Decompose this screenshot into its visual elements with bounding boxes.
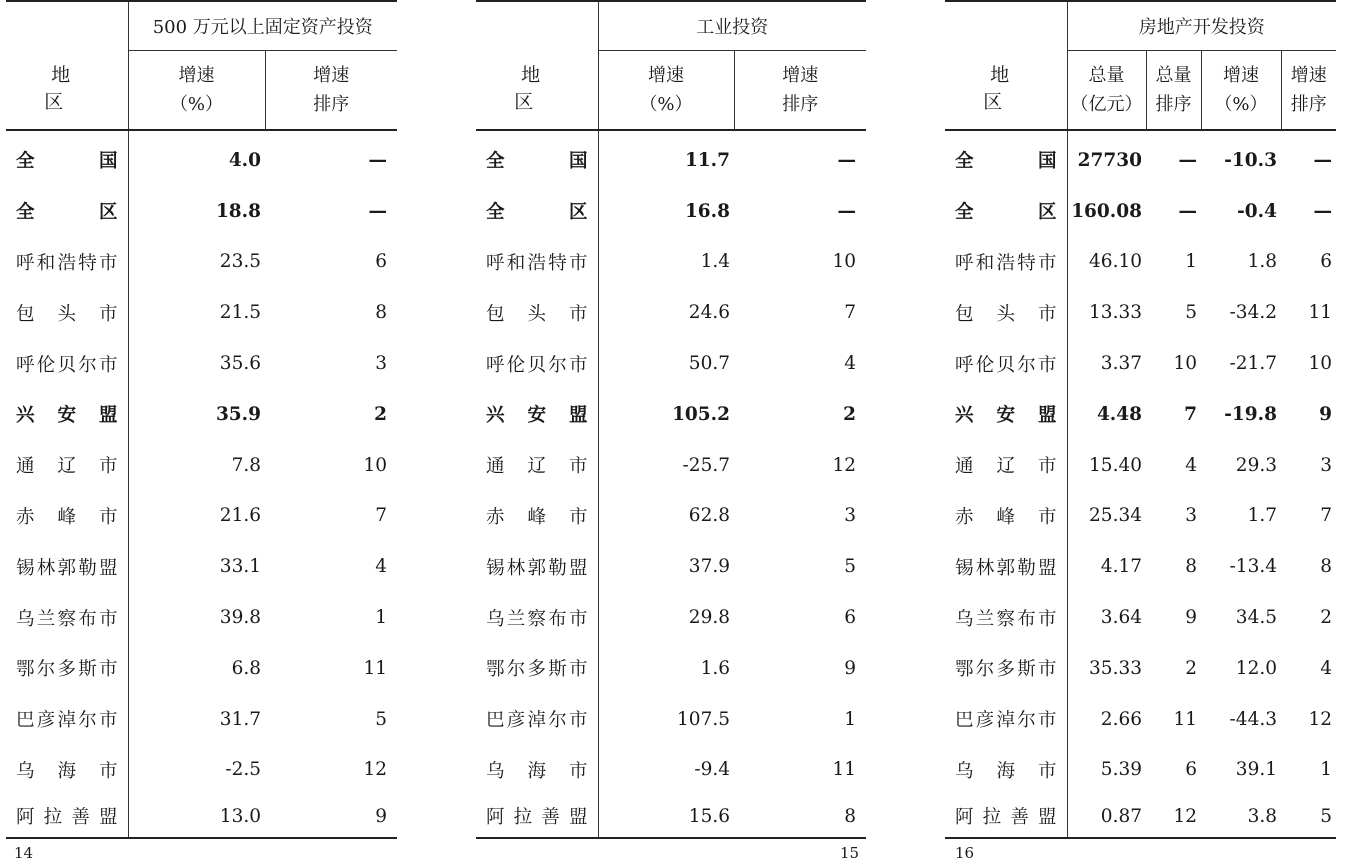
region-header: 地 区 bbox=[945, 1, 1067, 130]
value-cell: 37.9 bbox=[598, 541, 734, 592]
region-name: 乌 兰 察 布 市 bbox=[16, 608, 118, 630]
table-panel-fixed-asset bbox=[6, 0, 397, 862]
region-name: 鄂 尔 多 斯 市 bbox=[955, 659, 1057, 681]
value-cell: -44.3 bbox=[1229, 708, 1277, 730]
table-row bbox=[476, 237, 866, 288]
value-cell: 1.7 bbox=[1247, 505, 1277, 527]
value-cell: 15.40 bbox=[1067, 440, 1146, 491]
value-cell: -34.2 bbox=[1229, 302, 1277, 324]
value-cell: 7 bbox=[375, 505, 388, 527]
table-row bbox=[945, 440, 1336, 491]
value-cell: 105.2 bbox=[598, 389, 734, 440]
region-name: 锡 林 郭 勒 盟 bbox=[486, 557, 588, 579]
region-name: 包 头 市 bbox=[486, 303, 588, 325]
real-estate-table bbox=[945, 0, 1336, 839]
region-name: 赤 峰 市 bbox=[16, 506, 118, 528]
region-name: 全 国 bbox=[486, 151, 588, 173]
region-name: 赤 峰 市 bbox=[486, 506, 588, 528]
value-cell: 10 bbox=[832, 251, 856, 273]
table-row bbox=[476, 389, 866, 440]
region-name: 阿 拉 善 盟 bbox=[945, 795, 1067, 838]
table-row bbox=[945, 491, 1336, 542]
value-cell: 1.8 bbox=[1247, 251, 1277, 273]
value-cell: 4.17 bbox=[1067, 541, 1146, 592]
value-cell: 5 bbox=[1281, 795, 1336, 838]
region-name: 呼 和 浩 特 市 bbox=[486, 252, 588, 274]
value-cell: 15.6 bbox=[598, 795, 734, 838]
table-row bbox=[476, 338, 866, 389]
sub-header-total-rank: 总量 排序 bbox=[1146, 51, 1201, 131]
value-cell: 2 bbox=[1185, 657, 1197, 679]
table-row bbox=[945, 541, 1336, 592]
value-cell: 31.7 bbox=[128, 694, 265, 745]
value-cell: 5.39 bbox=[1067, 745, 1146, 796]
table-row bbox=[6, 440, 397, 491]
value-cell: 1 bbox=[375, 607, 388, 629]
page-number: 16 bbox=[955, 844, 975, 862]
value-cell: 11 bbox=[363, 657, 388, 679]
table-panel-industrial bbox=[476, 0, 866, 862]
value-cell: 9 bbox=[844, 657, 856, 679]
table-row bbox=[945, 643, 1336, 694]
value-cell: 8 bbox=[375, 302, 388, 324]
page-number: 14 bbox=[14, 844, 34, 862]
value-cell: 3 bbox=[844, 505, 856, 527]
region-name: 兴 安 盟 bbox=[486, 405, 588, 427]
region-name: 包 头 市 bbox=[16, 303, 118, 325]
table-row bbox=[945, 237, 1336, 288]
value-cell: 8 bbox=[1185, 556, 1197, 578]
value-cell: 16.8 bbox=[598, 186, 734, 237]
value-cell: 4 bbox=[1320, 657, 1332, 679]
value-cell: 5 bbox=[844, 556, 856, 578]
value-cell: — bbox=[1178, 200, 1197, 222]
table-row bbox=[945, 338, 1336, 389]
value-cell: 5 bbox=[1185, 302, 1197, 324]
table-row bbox=[6, 795, 397, 838]
value-cell: 5 bbox=[375, 708, 388, 730]
value-cell: 3.64 bbox=[1067, 592, 1146, 643]
table-body bbox=[945, 130, 1336, 838]
value-cell: 50.7 bbox=[598, 338, 734, 389]
value-cell: 21.6 bbox=[128, 491, 265, 542]
region-name: 呼 和 浩 特 市 bbox=[955, 252, 1057, 274]
sub-header-rank: 增速 排序 bbox=[265, 51, 397, 131]
region-name: 呼 伦 贝 尔 市 bbox=[16, 354, 118, 376]
value-cell: 7.8 bbox=[128, 440, 265, 491]
region-name: 全 国 bbox=[16, 151, 118, 173]
value-cell: 11 bbox=[1308, 302, 1332, 324]
value-cell: 62.8 bbox=[598, 491, 734, 542]
table-row bbox=[476, 643, 866, 694]
group-header: 工业投资 bbox=[598, 1, 866, 51]
value-cell: 11 bbox=[1173, 708, 1197, 730]
region-name: 赤 峰 市 bbox=[955, 506, 1057, 528]
region-header: 地 区 bbox=[476, 1, 598, 130]
table-body bbox=[6, 130, 397, 838]
sub-header-total: 总量 （亿元） bbox=[1067, 51, 1146, 131]
value-cell: 2.66 bbox=[1067, 694, 1146, 745]
group-header: 房地产开发投资 bbox=[1067, 1, 1336, 51]
table-row bbox=[6, 745, 397, 796]
value-cell: 12 bbox=[1308, 708, 1332, 730]
value-cell: 29.8 bbox=[598, 592, 734, 643]
value-cell: 12 bbox=[363, 759, 388, 781]
region-name: 巴 彦 淖 尔 市 bbox=[486, 710, 588, 732]
value-cell: 46.10 bbox=[1067, 237, 1146, 288]
value-cell: -19.8 bbox=[1224, 403, 1277, 425]
value-cell: 2 bbox=[374, 403, 388, 425]
value-cell: 8 bbox=[1320, 556, 1332, 578]
value-cell: 6 bbox=[375, 251, 388, 273]
value-cell: 3 bbox=[375, 353, 388, 375]
value-cell: — bbox=[837, 200, 856, 222]
value-cell: 24.6 bbox=[598, 287, 734, 338]
table-row bbox=[6, 237, 397, 288]
value-cell: 7 bbox=[1320, 505, 1332, 527]
table-row bbox=[945, 389, 1336, 440]
value-cell: 3.37 bbox=[1067, 338, 1146, 389]
value-cell: 10 bbox=[1308, 353, 1332, 375]
table-row bbox=[476, 287, 866, 338]
value-cell: -10.3 bbox=[1224, 149, 1277, 171]
table-row bbox=[6, 541, 397, 592]
value-cell: 0.87 bbox=[1067, 795, 1146, 838]
sub-header-growth: 增速 （%） bbox=[598, 51, 734, 131]
value-cell: 3 bbox=[1320, 454, 1332, 476]
value-cell: 21.5 bbox=[128, 287, 265, 338]
value-cell: 6 bbox=[1320, 251, 1332, 273]
table-row bbox=[476, 745, 866, 796]
region-name: 包 头 市 bbox=[955, 303, 1057, 325]
value-cell: 1 bbox=[1185, 251, 1197, 273]
table-row bbox=[6, 287, 397, 338]
region-name: 兴 安 盟 bbox=[955, 405, 1057, 427]
value-cell: 160.08 bbox=[1067, 186, 1146, 237]
value-cell: 12 bbox=[1146, 795, 1201, 838]
value-cell: -25.7 bbox=[598, 440, 734, 491]
table-row bbox=[6, 338, 397, 389]
value-cell: 12.0 bbox=[1235, 657, 1277, 679]
value-cell: 12 bbox=[832, 454, 856, 476]
value-cell: 13.0 bbox=[128, 795, 265, 838]
industrial-table bbox=[476, 0, 866, 839]
region-name: 全 区 bbox=[486, 202, 588, 224]
value-cell: -9.4 bbox=[598, 745, 734, 796]
value-cell: — bbox=[837, 149, 856, 171]
value-cell: -13.4 bbox=[1229, 556, 1277, 578]
table-row bbox=[476, 592, 866, 643]
region-name: 呼 伦 贝 尔 市 bbox=[955, 354, 1057, 376]
table-row bbox=[6, 694, 397, 745]
region-name: 通 辽 市 bbox=[955, 456, 1057, 478]
value-cell: 8 bbox=[734, 795, 866, 838]
page-number: 15 bbox=[840, 844, 860, 862]
table-row bbox=[476, 186, 866, 237]
value-cell: 1 bbox=[1320, 759, 1332, 781]
value-cell: 11 bbox=[832, 759, 856, 781]
value-cell: 4 bbox=[844, 353, 856, 375]
region-name: 乌 海 市 bbox=[955, 760, 1057, 782]
region-header: 地 区 bbox=[6, 1, 128, 130]
value-cell: 107.5 bbox=[598, 694, 734, 745]
value-cell: — bbox=[368, 149, 388, 171]
table-row bbox=[945, 745, 1336, 796]
value-cell: 35.9 bbox=[128, 389, 265, 440]
region-name: 全 区 bbox=[955, 202, 1057, 224]
value-cell: 2 bbox=[1320, 607, 1332, 629]
region-name: 乌 兰 察 布 市 bbox=[955, 608, 1057, 630]
table-row bbox=[945, 287, 1336, 338]
table-panel-real-estate bbox=[945, 0, 1336, 862]
value-cell: 9 bbox=[1185, 607, 1197, 629]
value-cell: 7 bbox=[1184, 403, 1197, 425]
value-cell: 18.8 bbox=[128, 186, 265, 237]
value-cell: 7 bbox=[844, 302, 856, 324]
region-name: 巴 彦 淖 尔 市 bbox=[955, 710, 1057, 732]
region-name: 呼 伦 贝 尔 市 bbox=[486, 354, 588, 376]
table-row bbox=[6, 186, 397, 237]
value-cell: 6 bbox=[1185, 759, 1197, 781]
region-name: 乌 海 市 bbox=[486, 760, 588, 782]
value-cell: 1.4 bbox=[598, 237, 734, 288]
value-cell: 3.8 bbox=[1201, 795, 1281, 838]
value-cell: 4.0 bbox=[128, 130, 265, 186]
fixed-asset-table bbox=[6, 0, 397, 839]
value-cell: -0.4 bbox=[1237, 200, 1277, 222]
region-name: 阿 拉 善 盟 bbox=[476, 795, 598, 838]
value-cell: 2 bbox=[843, 403, 856, 425]
table-row bbox=[6, 643, 397, 694]
value-cell: 27730 bbox=[1067, 130, 1146, 186]
region-name: 乌 兰 察 布 市 bbox=[486, 608, 588, 630]
value-cell: 6.8 bbox=[128, 643, 265, 694]
value-cell: 4.48 bbox=[1067, 389, 1146, 440]
value-cell: 4 bbox=[1185, 454, 1197, 476]
value-cell: 10 bbox=[363, 454, 388, 476]
value-cell: 1 bbox=[844, 708, 856, 730]
table-row bbox=[945, 130, 1336, 186]
table-row bbox=[476, 541, 866, 592]
region-name: 鄂 尔 多 斯 市 bbox=[16, 659, 118, 681]
sub-header-rank: 增速 排序 bbox=[1281, 51, 1336, 131]
table-row bbox=[476, 694, 866, 745]
value-cell: — bbox=[1313, 149, 1332, 171]
table-row bbox=[6, 491, 397, 542]
region-name: 阿 拉 善 盟 bbox=[6, 795, 128, 838]
table-row bbox=[945, 694, 1336, 745]
region-name: 乌 海 市 bbox=[16, 760, 118, 782]
table-row bbox=[6, 389, 397, 440]
table-row bbox=[6, 130, 397, 186]
table-row bbox=[945, 186, 1336, 237]
value-cell: 34.5 bbox=[1235, 607, 1277, 629]
value-cell: 25.34 bbox=[1067, 491, 1146, 542]
value-cell: 39.8 bbox=[128, 592, 265, 643]
value-cell: 33.1 bbox=[128, 541, 265, 592]
value-cell: 11.7 bbox=[598, 130, 734, 186]
value-cell: 1.6 bbox=[598, 643, 734, 694]
group-header: 500 万元以上固定资产投资 bbox=[128, 1, 397, 51]
value-cell: 35.33 bbox=[1067, 643, 1146, 694]
region-name: 兴 安 盟 bbox=[16, 405, 118, 427]
value-cell: 10 bbox=[1173, 353, 1197, 375]
sub-header-growth: 增速 （%） bbox=[1201, 51, 1281, 131]
region-name: 锡 林 郭 勒 盟 bbox=[955, 557, 1057, 579]
table-row bbox=[945, 795, 1336, 838]
value-cell: — bbox=[368, 200, 388, 222]
table-row bbox=[6, 592, 397, 643]
region-name: 通 辽 市 bbox=[486, 456, 588, 478]
value-cell: -21.7 bbox=[1229, 353, 1277, 375]
region-name: 锡 林 郭 勒 盟 bbox=[16, 557, 118, 579]
value-cell: 29.3 bbox=[1235, 454, 1277, 476]
region-name: 全 国 bbox=[955, 151, 1057, 173]
value-cell: 4 bbox=[375, 556, 388, 578]
table-body bbox=[476, 130, 866, 838]
region-name: 通 辽 市 bbox=[16, 456, 118, 478]
value-cell: — bbox=[1313, 200, 1332, 222]
table-row bbox=[476, 440, 866, 491]
table-row bbox=[476, 491, 866, 542]
sub-header-rank: 增速 排序 bbox=[734, 51, 866, 131]
sub-header-growth: 增速 （%） bbox=[128, 51, 265, 131]
value-cell: 35.6 bbox=[128, 338, 265, 389]
value-cell: 13.33 bbox=[1067, 287, 1146, 338]
table-row bbox=[945, 592, 1336, 643]
value-cell: -2.5 bbox=[128, 745, 265, 796]
region-name: 呼 和 浩 特 市 bbox=[16, 252, 118, 274]
value-cell: 6 bbox=[844, 607, 856, 629]
value-cell: 39.1 bbox=[1235, 759, 1277, 781]
region-name: 鄂 尔 多 斯 市 bbox=[486, 659, 588, 681]
table-row bbox=[476, 130, 866, 186]
value-cell: 9 bbox=[265, 795, 397, 838]
value-cell: — bbox=[1178, 149, 1197, 171]
value-cell: 3 bbox=[1185, 505, 1197, 527]
table-row bbox=[476, 795, 866, 838]
value-cell: 9 bbox=[1319, 403, 1332, 425]
region-name: 全 区 bbox=[16, 202, 118, 224]
region-name: 巴 彦 淖 尔 市 bbox=[16, 710, 118, 732]
value-cell: 23.5 bbox=[128, 237, 265, 288]
